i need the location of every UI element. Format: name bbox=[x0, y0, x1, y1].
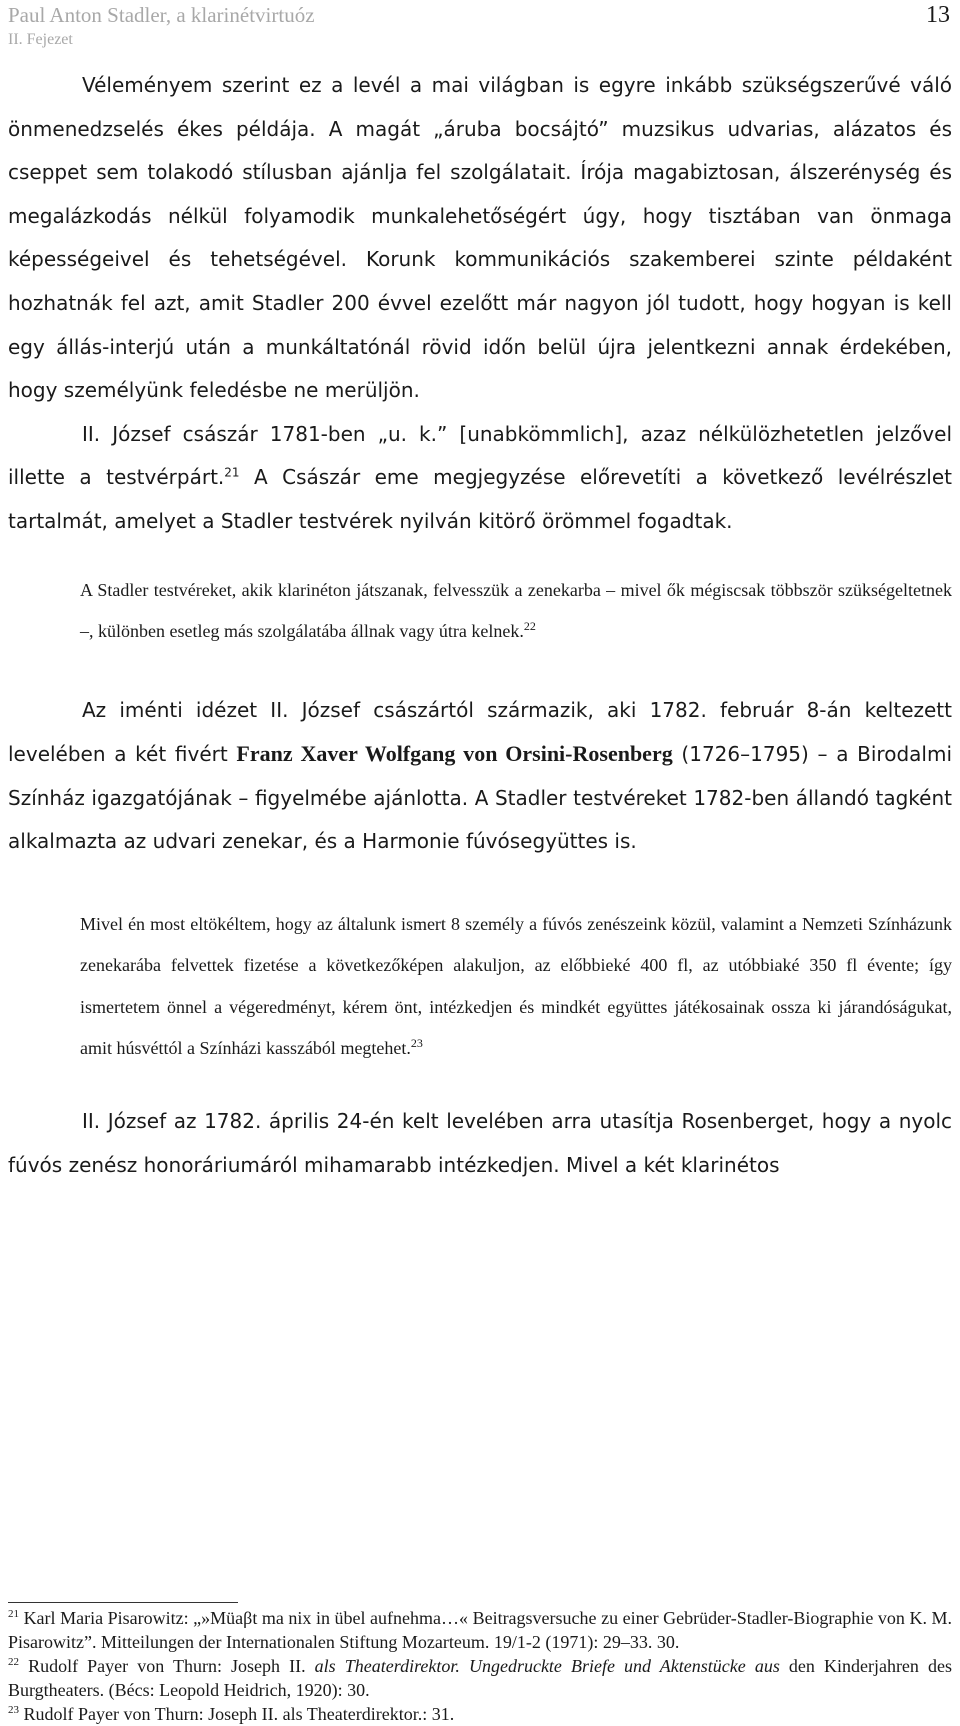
paragraph-3 bbox=[8, 689, 952, 864]
footnote-text: Rudolf Payer von Thurn: Joseph II. bbox=[28, 1656, 315, 1676]
paragraph-3-text: Az iménti idézet II. József császártól származik, aki 1782. február 8-án keltezett levelében a két fivért bbox=[8, 697, 952, 767]
paragraph-2-text-cont: A Császár eme megjegyzése előrevetíti a következő levélrészlet tartalmát, amelyet a Stadler testvérek nyilván kitörő örömmel fogadtak. bbox=[8, 465, 952, 533]
footnote-ref-23[interactable]: 23 bbox=[410, 1036, 423, 1051]
footnote-number: 23 bbox=[8, 1704, 19, 1716]
paragraph-3-text-cont: (1726–1795) – a Birodalmi Színház igazgatójának – figyelmébe ajánlotta. A Stadler testvéreket 1782-ben állandó tagként alkalmazta az udvari zenekar, és a Harmonie fúvósegyüttes is. bbox=[8, 742, 952, 854]
block-quote-2-text: Mivel én most eltökéltem, hogy az általunk ismert 8 személy a fúvós zenészeink közül, valamint a Nemzeti Színházunk zenekarába felvettek fizetése a következőképen alakuljon, az előbbieké 400 fl, az utóbbiaké 350 fl évente; így ismertetem önnel a végeredményt, kérem önt, intézkedjen és mindkét együttes játékosainak ossza ki járandóságukat, amit húsvéttól a Színházi kasszából megtehet. bbox=[80, 913, 952, 1059]
footnote-23 bbox=[8, 1702, 952, 1726]
block-quote-2 bbox=[80, 904, 952, 1070]
chapter-label: II. Fejezet bbox=[8, 31, 73, 48]
footnote-separator bbox=[8, 1602, 238, 1603]
footnotes bbox=[8, 1606, 952, 1726]
paragraph-1: Véleményem szerint ez a levél a mai világban is egyre inkább szükségszerűvé váló önmenedzselés ékes példája. A magát „áruba bocsájtó” muzsikus udvarias, alázatos és cseppet sem tolakodó stílusban ajánlja fel szolgálatait. Írója magabiztosan, álszerénység és megalázkodás nélkül folyamodik munkalehetőségért úgy, hogy tisztában van önmaga képességeivel és tehetségével. Korunk kommunikációs szakemberei szinte példaként hozhatnák fel azt, amit Stadler 200 évvel ezelőtt már nagyon jól tudott, hogy hogyan is kell egy állás-interjú után a munkáltatónál rövid időn belül újra jelentkezni annak érdekében, hogy személyünk feledésbe ne merüljön. bbox=[8, 73, 952, 403]
page-number: 13 bbox=[926, 2, 950, 28]
footnote-22 bbox=[8, 1654, 952, 1702]
person-name-rosenberg: Franz Xaver Wolfgang von Orsini-Rosenberg bbox=[236, 741, 673, 767]
page-body bbox=[8, 64, 952, 1187]
footnote-text-cont: den Kinderjahren des Burgtheaters. (Bécs: Leopold Heidrich, 1920): 30. bbox=[8, 1656, 952, 1700]
block-quote-1 bbox=[80, 570, 952, 653]
paragraph-2 bbox=[8, 413, 952, 544]
paragraph-2-text: II. József császár 1781-ben „u. k.” [unabkömmlich], azaz nélkülözhetetlen jelzővel illette a testvérpárt. bbox=[8, 421, 952, 490]
footnote-text-italic: als Theaterdirektor. Ungedruckte Briefe und Aktenstücke aus bbox=[314, 1656, 780, 1676]
running-title: Paul Anton Stadler, a klarinétvirtuóz bbox=[8, 3, 315, 27]
block-quote-1-text: A Stadler testvéreket, akik klarinéton játszanak, felvesszük a zenekarba – mivel ők mégiscsak többször szükségeltetnek –, különben esetleg más szolgálatába állnak vagy útra kelnek. bbox=[80, 579, 952, 642]
footnote-21 bbox=[8, 1606, 952, 1654]
footnote-text: Rudolf Payer von Thurn: Joseph II. als Theaterdirektor.: 31. bbox=[23, 1704, 455, 1724]
footnote-number: 21 bbox=[8, 1608, 19, 1620]
footnote-ref-21[interactable]: 21 bbox=[224, 465, 240, 480]
footnote-text: Karl Maria Pisarowitz: „»Müaβt ma nix in übel aufnehma…« Beitragsversuche zu einer Gebrüder-Stadler-Biographie von K. M. Pisarowitz”. Mitteilungen der Internationalen Stiftung Mozarteum. 19/1-2 (1971): 29–33. 30. bbox=[8, 1608, 952, 1652]
page-header bbox=[8, 2, 950, 62]
footnote-number: 22 bbox=[8, 1656, 19, 1668]
paragraph-4: II. József az 1782. április 24-én kelt levelében arra utasítja Rosenberget, hogy a nyolc fúvós zenész honoráriumáról mihamarabb intézkedjen. Mivel a két klarinétos bbox=[8, 1108, 952, 1177]
footnote-ref-22[interactable]: 22 bbox=[523, 619, 536, 634]
